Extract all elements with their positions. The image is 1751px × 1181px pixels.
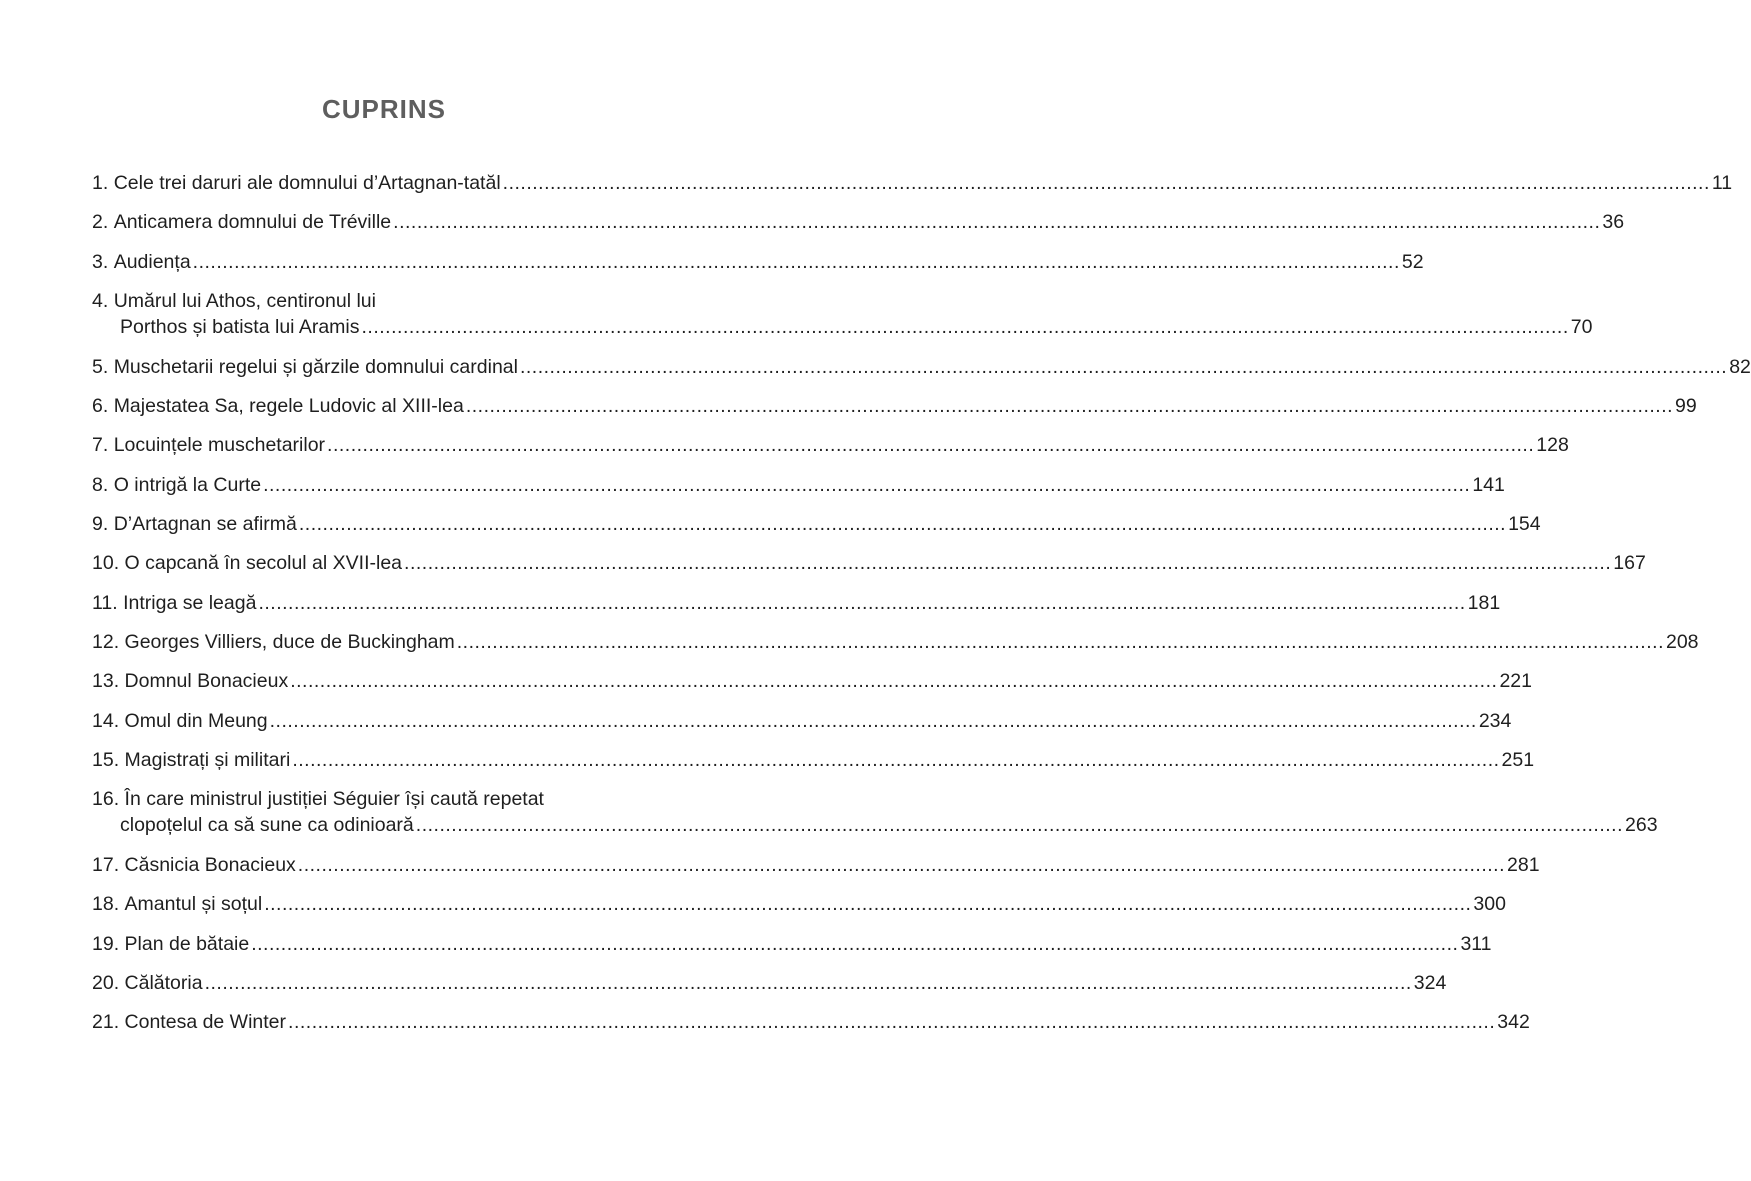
dot-leader <box>264 891 1471 917</box>
toc-entry <box>92 590 1501 616</box>
dot-leader <box>393 209 1600 235</box>
toc-entry-title-line1: Umărul lui Athos, centironul lui <box>113 289 376 312</box>
toc-entry <box>92 170 1733 196</box>
toc-entry-number: 5. <box>92 355 109 378</box>
toc-entry <box>92 668 1532 694</box>
toc-entry <box>92 432 1569 458</box>
toc-entry-number: 15. <box>92 748 120 771</box>
toc-entry-number: 12. <box>92 630 120 653</box>
toc-entry-page: 167 <box>1613 552 1646 575</box>
toc-entry-title: Audiența <box>113 250 191 273</box>
toc-entry-title: Georges Villiers, duce de Buckingham <box>124 630 455 653</box>
toc-entry-page: 52 <box>1401 250 1424 273</box>
dot-leader <box>288 1009 1495 1035</box>
toc-entry-title: D’Artagnan se afirmă <box>113 513 297 536</box>
dot-leader <box>327 432 1534 458</box>
dot-leader <box>292 747 1499 773</box>
toc-entry-page: 70 <box>1570 315 1593 338</box>
toc-entry-title: Călătoria <box>124 972 203 995</box>
toc-entry-page: 221 <box>1499 670 1532 693</box>
toc-entry-number: 2. <box>92 211 109 234</box>
toc-entry-number: 6. <box>92 395 109 418</box>
toc-entry <box>92 511 1541 537</box>
toc-entry <box>92 931 1492 957</box>
toc-entry <box>92 393 1697 419</box>
toc-entry-page: 36 <box>1602 211 1625 234</box>
toc-entry-number: 3. <box>92 250 109 273</box>
toc-entry <box>92 550 1646 576</box>
dot-leader <box>193 249 1400 275</box>
toc-entry-title: Intriga se leagă <box>123 591 257 614</box>
toc-entry <box>92 786 1658 838</box>
toc-entry-number: 17. <box>92 854 120 877</box>
toc-entry-title: Locuințele muschetarilor <box>113 434 326 457</box>
toc-entry <box>92 629 1699 655</box>
toc-entry <box>92 472 1505 498</box>
toc-entry-title: Domnul Bonacieux <box>124 670 289 693</box>
toc-entry-number: 16. <box>92 788 120 811</box>
toc-entry-number: 9. <box>92 513 109 536</box>
toc-entry-title: Amantul și soțul <box>124 893 263 916</box>
toc-entry-number: 21. <box>92 1011 120 1034</box>
dot-leader <box>457 629 1664 655</box>
toc-entry-page: 251 <box>1501 748 1535 771</box>
toc-entry-page: 263 <box>1625 814 1658 837</box>
dot-leader <box>299 511 1506 537</box>
toc-entry-number: 19. <box>92 932 120 955</box>
toc-entry-page: 342 <box>1497 1011 1530 1034</box>
toc-entry-title: clopoțelul ca să sune ca odinioară <box>120 814 414 837</box>
dot-leader <box>290 668 1497 694</box>
toc-entry <box>92 209 1625 235</box>
dot-leader <box>205 970 1412 996</box>
table-of-contents <box>92 170 1751 1049</box>
toc-entry <box>92 249 1424 275</box>
toc-entry <box>92 852 1540 878</box>
dot-leader <box>466 393 1673 419</box>
toc-entry-number: 4. <box>92 289 109 312</box>
toc-entry-number: 18. <box>92 893 120 916</box>
toc-entry-page: 208 <box>1665 630 1699 653</box>
toc-entry-title: Căsnicia Bonacieux <box>124 854 296 877</box>
toc-entry-number: 7. <box>92 434 109 457</box>
toc-entry-title: Contesa de Winter <box>124 1011 287 1034</box>
dot-leader <box>270 708 1477 734</box>
toc-entry <box>92 1009 1530 1035</box>
toc-entry <box>92 708 1512 734</box>
toc-entry-title: O capcană în secolul al XVII-lea <box>124 552 403 575</box>
toc-entry-title: Omul din Meung <box>124 709 268 732</box>
toc-entry-title: Cele trei daruri ale domnului d’Artagnan-tatăl <box>113 172 501 194</box>
dot-leader <box>404 550 1611 576</box>
toc-entry-page: 324 <box>1413 972 1447 995</box>
toc-entry-page: 281 <box>1507 854 1540 877</box>
toc-entry-number: 14. <box>92 709 120 732</box>
dot-leader <box>362 314 1569 340</box>
toc-entry <box>92 970 1447 996</box>
toc-entry-page: 82 <box>1729 355 1751 378</box>
toc-entry-number: 11. <box>92 591 118 614</box>
dot-leader <box>298 852 1505 878</box>
toc-entry-title: Plan de bătaie <box>124 932 250 955</box>
toc-entry <box>92 891 1506 917</box>
toc-entry-page: 181 <box>1467 591 1501 614</box>
toc-entry-page: 11 <box>1711 172 1733 194</box>
toc-entry <box>92 747 1535 773</box>
toc-entry-page: 128 <box>1536 434 1569 457</box>
toc-entry-page: 300 <box>1473 893 1506 916</box>
dot-leader <box>263 472 1470 498</box>
toc-entry <box>92 354 1751 380</box>
toc-entry-number: 13. <box>92 670 120 693</box>
toc-entry-title: O intrigă la Curte <box>113 473 262 496</box>
toc-entry-number: 10. <box>92 552 120 575</box>
dot-leader <box>251 931 1458 957</box>
toc-entry-page: 141 <box>1472 473 1505 496</box>
toc-entry-page: 311 <box>1460 932 1492 955</box>
toc-entry-title: Muschetarii regelui și gărzile domnului cardinal <box>113 355 518 378</box>
toc-entry-number: 1. <box>92 172 109 194</box>
toc-entry-title: Majestatea Sa, regele Ludovic al XIII-lea <box>113 395 464 418</box>
toc-entry <box>92 288 1593 340</box>
toc-entry-title: Porthos și batista lui Aramis <box>120 315 360 338</box>
toc-entry-number: 20. <box>92 972 120 995</box>
dot-leader <box>520 354 1727 380</box>
toc-entry-page: 234 <box>1478 709 1512 732</box>
toc-entry-page: 99 <box>1675 395 1697 418</box>
toc-entry-number: 8. <box>92 473 109 496</box>
toc-entry-page: 154 <box>1508 513 1541 536</box>
dot-leader <box>416 812 1623 838</box>
toc-entry-title: Magistrați și militari <box>124 748 291 771</box>
toc-entry-title: Anticamera domnului de Tréville <box>113 211 392 234</box>
dot-leader <box>258 590 1465 616</box>
dot-leader <box>503 170 1710 196</box>
page-title: CUPRINS <box>321 94 446 124</box>
toc-entry-title-line1: În care ministrul justiției Séguier își caută repetat <box>124 788 544 811</box>
